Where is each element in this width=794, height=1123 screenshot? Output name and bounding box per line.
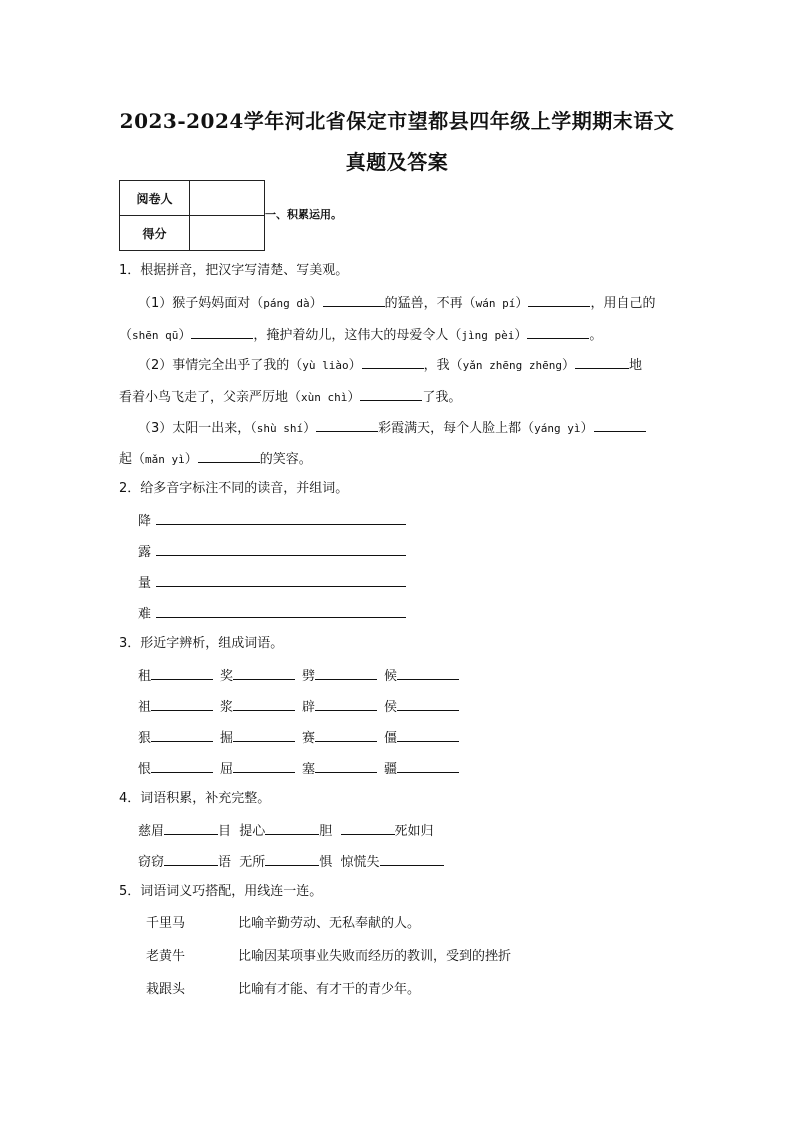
match-definition[interactable]: 比喻辛勤劳动、无私奉献的人。 xyxy=(238,916,421,931)
answer-blank[interactable] xyxy=(362,354,424,369)
match-term[interactable]: 老黄牛 xyxy=(146,949,186,964)
answer-blank[interactable] xyxy=(265,820,319,835)
similar-char-row: 祖 浆 辟 侯 xyxy=(138,696,466,717)
answer-blank[interactable] xyxy=(341,820,395,835)
similar-char-row: 恨 屈 塞 疆 xyxy=(138,758,466,779)
page-title-line2: 真题及答案 xyxy=(345,150,449,174)
answer-blank[interactable] xyxy=(156,572,406,587)
answer-blank[interactable] xyxy=(191,324,253,339)
answer-blank[interactable] xyxy=(198,448,260,463)
answer-blank[interactable] xyxy=(528,292,590,307)
question-2-stem: 2．给多音字标注不同的读音，并组词。 xyxy=(119,481,349,496)
question-5-stem: 5．词语词义巧搭配，用线连一连。 xyxy=(119,884,323,899)
match-definition[interactable]: 比喻因某项事业失败而经历的教训，受到的挫折 xyxy=(238,949,512,964)
answer-blank[interactable] xyxy=(164,820,218,835)
answer-blank[interactable] xyxy=(156,541,406,556)
answer-blank[interactable] xyxy=(594,417,646,432)
answer-blank[interactable] xyxy=(397,727,459,742)
answer-blank[interactable] xyxy=(151,758,213,773)
section-heading: 一、积累运用。 xyxy=(265,208,342,221)
question-1-line: （shēn qū） ，掩护着幼儿，这伟大的母爱令人（jìng pèi） 。 xyxy=(119,324,602,345)
match-term[interactable]: 栽跟头 xyxy=(146,982,186,997)
answer-blank[interactable] xyxy=(360,386,422,401)
score-label: 得分 xyxy=(120,216,190,251)
question-1-line: （1）猴子妈妈面对（páng dà） 的猛兽，不再（wán pí） ，用自己的 xyxy=(138,292,655,313)
question-1-stem: 1．根据拼音，把汉字写清楚、写美观。 xyxy=(119,263,349,278)
similar-char-row: 狠 掘 赛 僵 xyxy=(138,727,466,748)
reviewer-field[interactable] xyxy=(190,181,265,216)
idiom-row: 慈眉 目 提心 胆 死如归 xyxy=(138,820,434,841)
answer-blank[interactable] xyxy=(151,696,213,711)
match-row xyxy=(138,981,420,999)
polyphone-row: 难 xyxy=(138,603,406,624)
match-row xyxy=(138,915,420,933)
answer-blank[interactable] xyxy=(315,665,377,680)
score-table xyxy=(119,180,265,251)
answer-blank[interactable] xyxy=(156,603,406,618)
question-1-line: 起（mǎn yì） 的笑容。 xyxy=(119,448,312,469)
answer-blank[interactable] xyxy=(265,851,319,866)
match-term[interactable]: 千里马 xyxy=(146,916,186,931)
reviewer-label: 阅卷人 xyxy=(120,181,190,216)
score-field[interactable] xyxy=(190,216,265,251)
polyphone-row: 露 xyxy=(138,541,406,562)
question-1-line: 看着小鸟飞走了，父亲严厉地（xùn chì） 了我。 xyxy=(119,386,461,407)
answer-blank[interactable] xyxy=(233,758,295,773)
question-4-stem: 4．词语积累，补充完整。 xyxy=(119,791,271,806)
idiom-row: 窃窃 语 无所 惧 惊慌失 xyxy=(138,851,444,872)
answer-blank[interactable] xyxy=(156,510,406,525)
answer-blank[interactable] xyxy=(164,851,218,866)
answer-blank[interactable] xyxy=(397,696,459,711)
answer-blank[interactable] xyxy=(527,324,589,339)
match-definition[interactable]: 比喻有才能、有才干的青少年。 xyxy=(238,982,421,997)
question-1-line: （2）事情完全出乎了我的（yù liào） ，我（yǎn zhēng zhēng） 地 xyxy=(138,354,642,375)
question-3-stem: 3．形近字辨析，组成词语。 xyxy=(119,636,284,651)
answer-blank[interactable] xyxy=(316,417,378,432)
answer-blank[interactable] xyxy=(151,665,213,680)
answer-blank[interactable] xyxy=(315,696,377,711)
match-row xyxy=(138,948,511,966)
similar-char-row: 租 奖 劈 候 xyxy=(138,665,466,686)
answer-blank[interactable] xyxy=(233,727,295,742)
answer-blank[interactable] xyxy=(151,727,213,742)
answer-blank[interactable] xyxy=(233,665,295,680)
question-1-line: （3）太阳一出来，（shù shí） 彩霞满天，每个人脸上都（yáng yì） xyxy=(138,417,646,438)
answer-blank[interactable] xyxy=(233,696,295,711)
polyphone-row: 降 xyxy=(138,510,406,531)
answer-blank[interactable] xyxy=(397,758,459,773)
answer-blank[interactable] xyxy=(575,354,629,369)
answer-blank[interactable] xyxy=(315,758,377,773)
answer-blank[interactable] xyxy=(315,727,377,742)
answer-blank[interactable] xyxy=(380,851,444,866)
page-title: 2023-2024学年河北省保定市望都县四年级上学期期末语文 xyxy=(119,109,675,133)
polyphone-row: 量 xyxy=(138,572,406,593)
answer-blank[interactable] xyxy=(397,665,459,680)
answer-blank[interactable] xyxy=(323,292,385,307)
